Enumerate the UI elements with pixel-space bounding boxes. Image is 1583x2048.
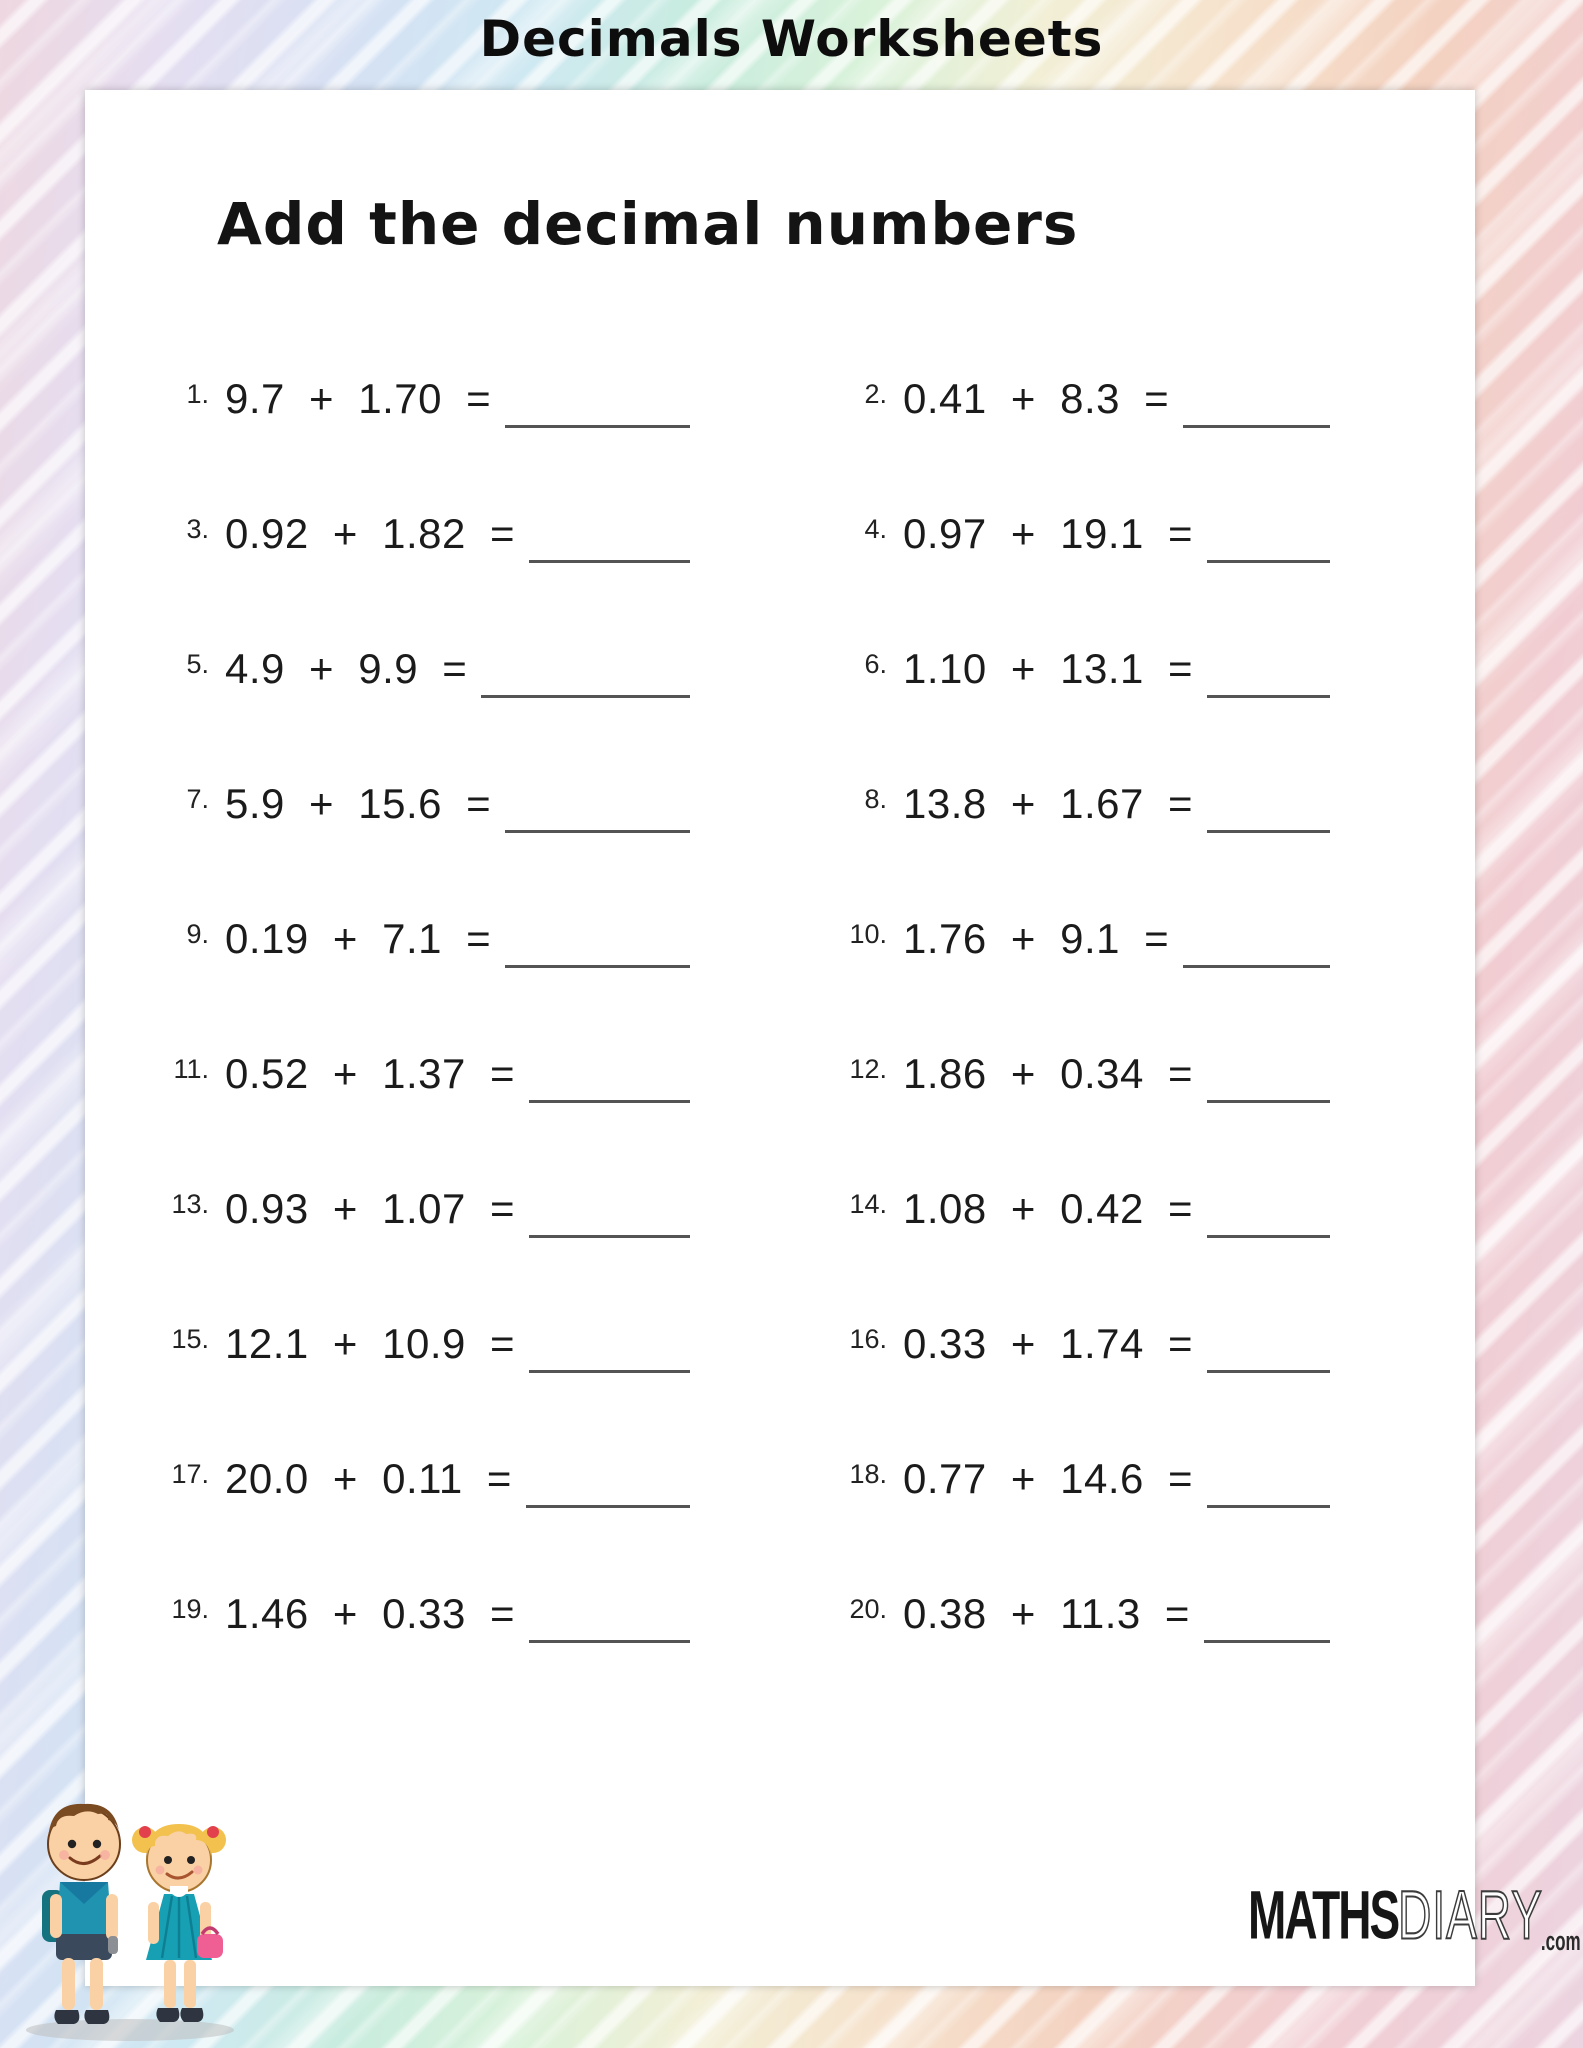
- problem-expression: 13.8 + 1.67 =: [903, 780, 1194, 827]
- answer-blank[interactable]: [1183, 425, 1330, 428]
- problem-number: 14.: [849, 1189, 887, 1219]
- answer-blank[interactable]: [1207, 830, 1330, 833]
- problem-number: 13.: [171, 1189, 209, 1219]
- answer-blank[interactable]: [1207, 560, 1330, 563]
- answer-blank[interactable]: [505, 425, 690, 428]
- answer-blank[interactable]: [1207, 1370, 1330, 1373]
- problem-row: [85, 1455, 780, 1590]
- mathsdiary-logo: [1248, 1875, 1583, 1957]
- problem-number: 16.: [849, 1324, 887, 1354]
- answer-blank[interactable]: [1207, 1100, 1330, 1103]
- girl-figure: [132, 1824, 226, 2022]
- answer-blank[interactable]: [526, 1505, 690, 1508]
- answer-blank[interactable]: [529, 1235, 690, 1238]
- answer-blank[interactable]: [1204, 1640, 1330, 1643]
- answer-blank[interactable]: [1207, 695, 1330, 698]
- problem-number: 18.: [849, 1459, 887, 1489]
- problem-number: 12.: [849, 1054, 887, 1084]
- problem-expression: 0.92 + 1.82 =: [225, 510, 516, 557]
- problem-expression: 1.46 + 0.33 =: [225, 1590, 516, 1637]
- page-title: Decimals Worksheets: [479, 10, 1104, 68]
- problem-expression: 1.86 + 0.34 =: [903, 1050, 1194, 1097]
- answer-blank[interactable]: [529, 1100, 690, 1103]
- answer-blank[interactable]: [1183, 965, 1330, 968]
- problem-number: 9.: [186, 919, 209, 949]
- logo-tld-text: .com: [1540, 1927, 1581, 1957]
- problem-number: 4.: [864, 514, 887, 544]
- problem-row: [85, 1320, 780, 1455]
- problem-row: [780, 1455, 1475, 1590]
- problem-row: [780, 780, 1475, 915]
- problem-expression: 0.97 + 19.1 =: [903, 510, 1194, 557]
- logo-maths-text: MATHS: [1248, 1875, 1399, 1954]
- problem-row: [780, 1320, 1475, 1455]
- problem-row: [780, 645, 1475, 780]
- problem-number: 17.: [171, 1459, 209, 1489]
- problem-expression: 1.08 + 0.42 =: [903, 1185, 1194, 1232]
- answer-blank[interactable]: [529, 560, 690, 563]
- answer-blank[interactable]: [505, 965, 690, 968]
- answer-blank[interactable]: [529, 1370, 690, 1373]
- problem-expression: 0.77 + 14.6 =: [903, 1455, 1194, 1502]
- problem-row: [85, 510, 780, 645]
- answer-blank[interactable]: [481, 695, 690, 698]
- problem-number: 11.: [173, 1054, 209, 1084]
- problem-number: 5.: [186, 649, 209, 679]
- problem-expression: 5.9 + 15.6 =: [225, 780, 492, 827]
- answer-blank[interactable]: [505, 830, 690, 833]
- problem-number: 10.: [849, 919, 887, 949]
- answer-blank[interactable]: [529, 1640, 690, 1643]
- problem-number: 20.: [849, 1594, 887, 1624]
- problem-row: [780, 1185, 1475, 1320]
- problem-row: [780, 1050, 1475, 1185]
- answer-blank[interactable]: [1207, 1505, 1330, 1508]
- problem-row: [85, 915, 780, 1050]
- problem-number: 15.: [171, 1324, 209, 1354]
- problem-row: [85, 1050, 780, 1185]
- problem-number: 7.: [186, 784, 209, 814]
- problem-expression: 1.10 + 13.1 =: [903, 645, 1194, 692]
- problem-number: 8.: [864, 784, 887, 814]
- problem-expression: 0.33 + 1.74 =: [903, 1320, 1194, 1367]
- problem-expression: 0.41 + 8.3 =: [903, 375, 1170, 422]
- problem-expression: 0.19 + 7.1 =: [225, 915, 492, 962]
- problem-row: [85, 1185, 780, 1320]
- problem-expression: 1.76 + 9.1 =: [903, 915, 1170, 962]
- problem-row: [780, 915, 1475, 1050]
- problem-row: [780, 510, 1475, 645]
- logo-diary-text: DIARY: [1398, 1875, 1543, 1954]
- problem-row: [85, 780, 780, 915]
- problem-expression: 4.9 + 9.9 =: [225, 645, 468, 692]
- problem-number: 1.: [186, 379, 209, 409]
- problem-expression: 9.7 + 1.70 =: [225, 375, 492, 422]
- worksheet-heading: Add the decimal numbers: [217, 190, 1079, 258]
- worksheet-paper: [85, 90, 1475, 1986]
- problem-row: [85, 1590, 780, 1725]
- answer-blank[interactable]: [1207, 1235, 1330, 1238]
- problem-row: [85, 375, 780, 510]
- problem-expression: 0.52 + 1.37 =: [225, 1050, 516, 1097]
- problem-row: [85, 645, 780, 780]
- problem-expression: 0.38 + 11.3 =: [903, 1590, 1190, 1637]
- problem-expression: 12.1 + 10.9 =: [225, 1320, 516, 1367]
- problem-row: [780, 1590, 1475, 1725]
- problem-expression: 20.0 + 0.11 =: [225, 1455, 512, 1502]
- problem-number: 6.: [864, 649, 887, 679]
- kids-walking-illustration: [12, 1782, 252, 2044]
- problem-row: [780, 375, 1475, 510]
- problems-grid: [85, 375, 1475, 1725]
- problem-number: 19.: [171, 1594, 209, 1624]
- problem-number: 3.: [186, 514, 209, 544]
- boy-figure: [42, 1804, 120, 2024]
- problem-expression: 0.93 + 1.07 =: [225, 1185, 516, 1232]
- problem-number: 2.: [864, 379, 887, 409]
